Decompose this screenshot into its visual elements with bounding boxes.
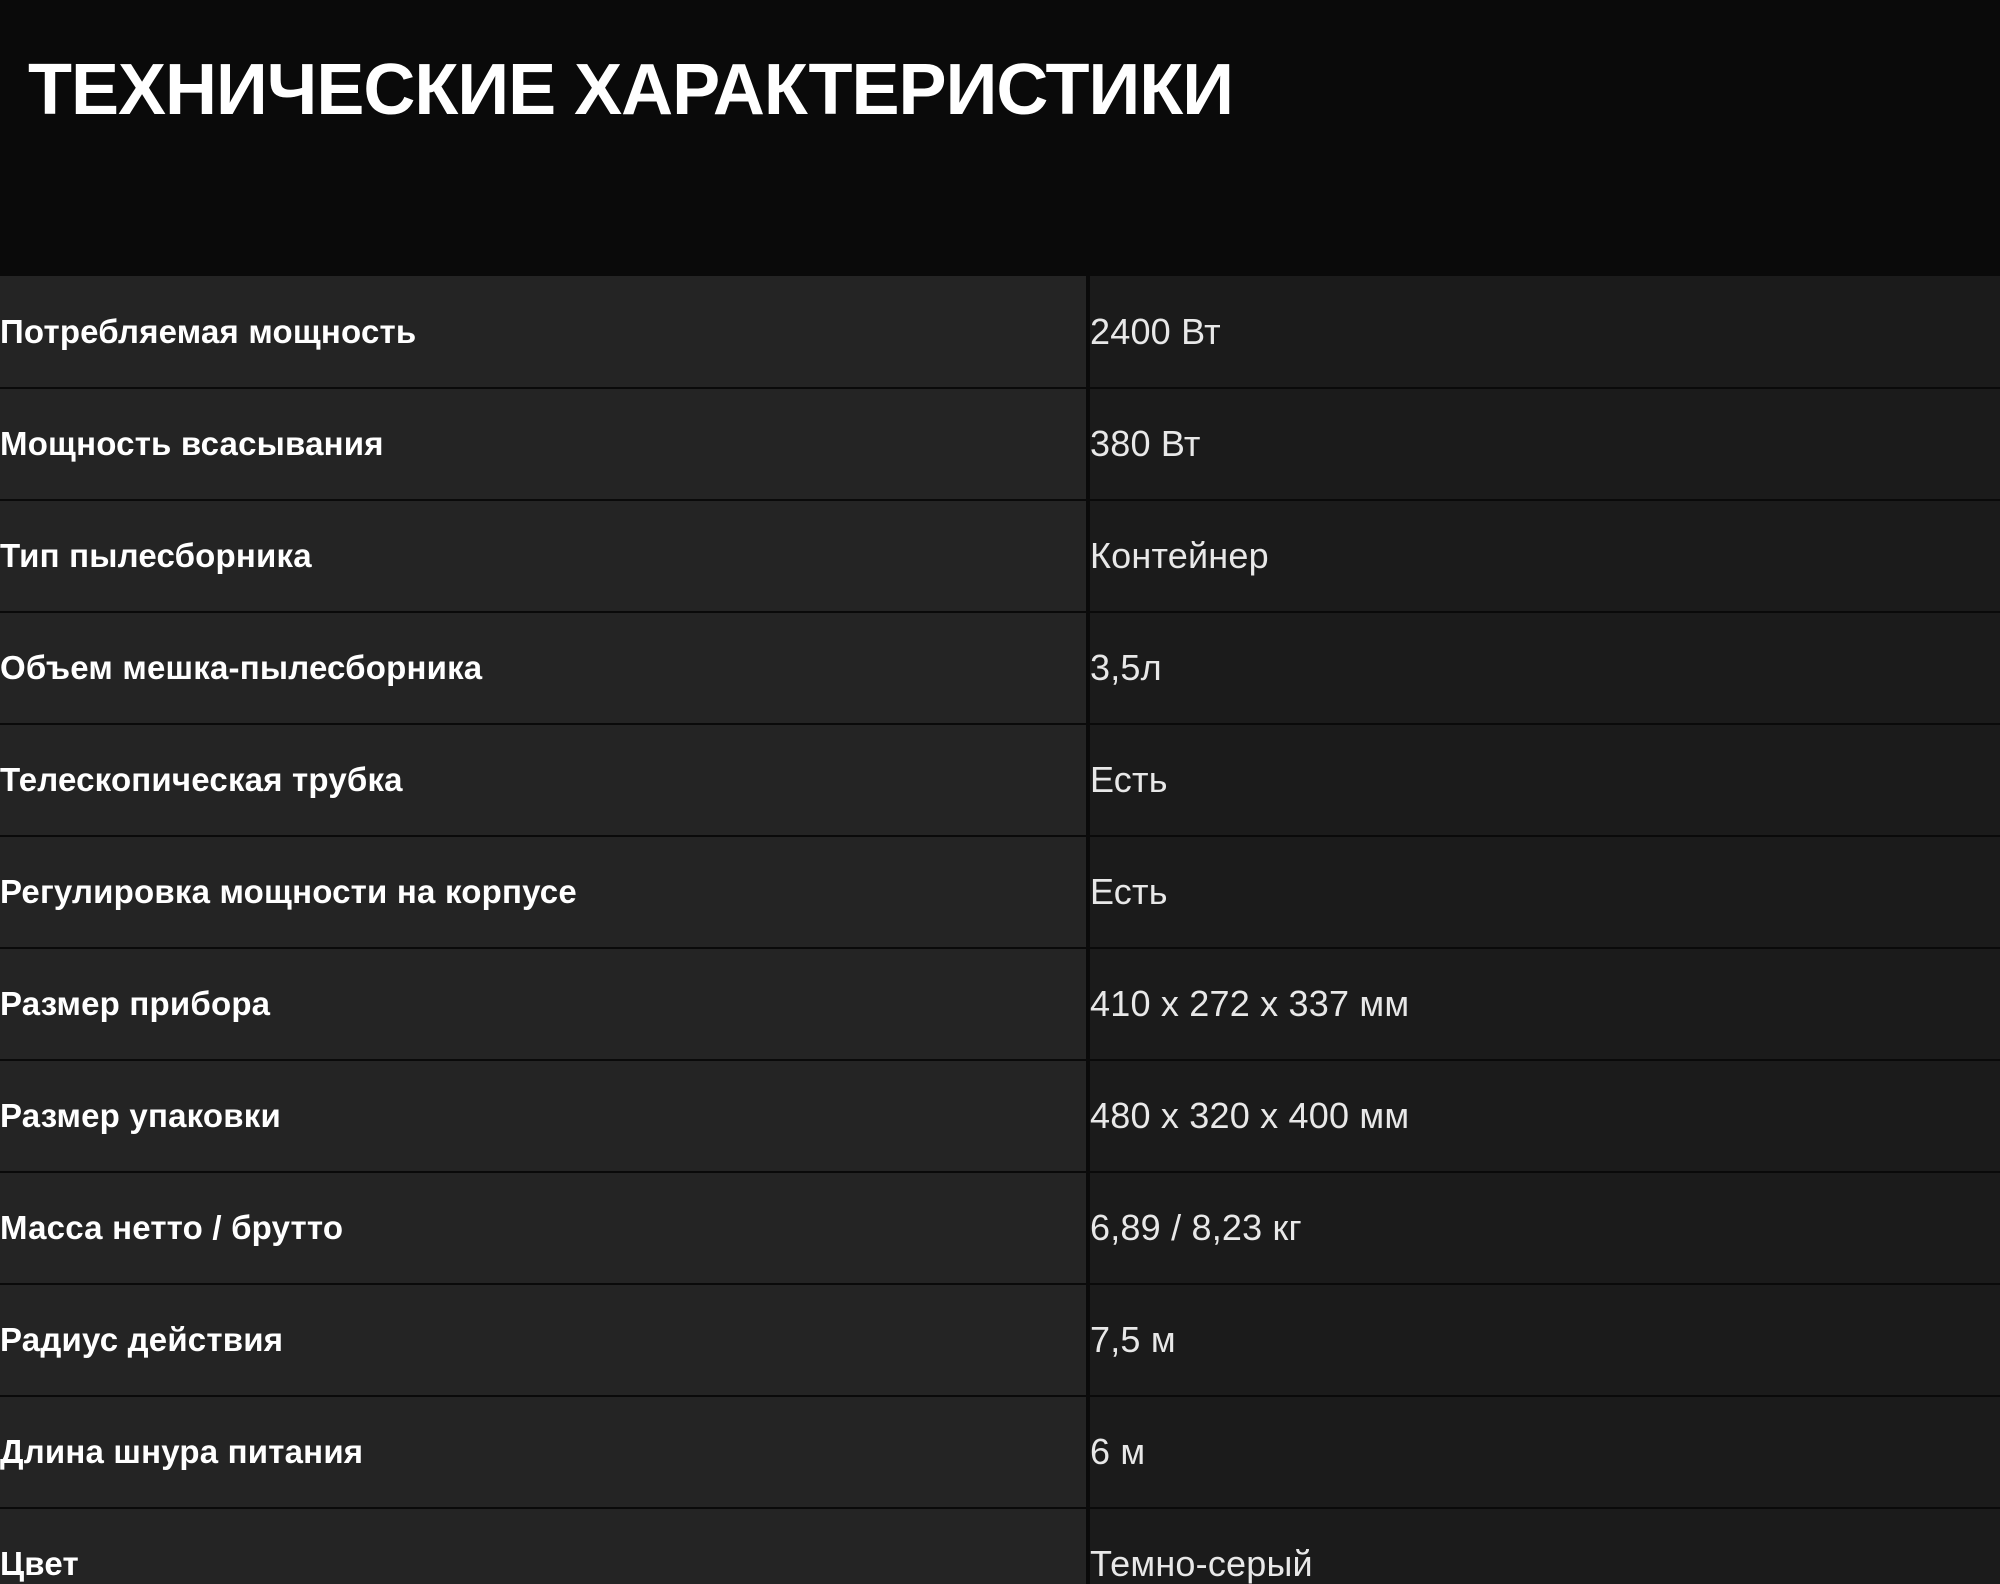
spec-value-cell: 3,5л: [1088, 612, 2000, 724]
spec-value-cell: 6 м: [1088, 1396, 2000, 1508]
spec-value-cell: Есть: [1088, 724, 2000, 836]
table-row: [0, 276, 2000, 388]
spec-value-cell: 380 Вт: [1088, 388, 2000, 500]
specifications-table-body: [0, 276, 2000, 1584]
table-row: [0, 1508, 2000, 1584]
spec-value-cell: Темно-серый: [1088, 1508, 2000, 1584]
spec-sheet-page: [0, 48, 2000, 1584]
table-row: [0, 724, 2000, 836]
spec-value-cell: 6,89 / 8,23 кг: [1088, 1172, 2000, 1284]
spec-label-cell: Размер упаковки: [0, 1060, 1088, 1172]
spec-value-cell: 7,5 м: [1088, 1284, 2000, 1396]
spec-value-cell: 2400 Вт: [1088, 276, 2000, 388]
spec-value-cell: 480 x 320 x 400 мм: [1088, 1060, 2000, 1172]
spec-label-cell: Регулировка мощности на корпусе: [0, 836, 1088, 948]
spec-label-cell: Радиус действия: [0, 1284, 1088, 1396]
table-row: [0, 1172, 2000, 1284]
spec-value-cell: Есть: [1088, 836, 2000, 948]
spec-label-cell: Размер прибора: [0, 948, 1088, 1060]
table-row: [0, 1284, 2000, 1396]
spec-label-cell: Масса нетто / брутто: [0, 1172, 1088, 1284]
specifications-table: [0, 276, 2000, 1584]
table-row: [0, 948, 2000, 1060]
table-row: [0, 836, 2000, 948]
table-row: [0, 500, 2000, 612]
spec-label-cell: Цвет: [0, 1508, 1088, 1584]
table-row: [0, 1396, 2000, 1508]
spec-value-cell: Контейнер: [1088, 500, 2000, 612]
spec-value-cell: 410 x 272 x 337 мм: [1088, 948, 2000, 1060]
spec-label-cell: Потребляемая мощность: [0, 276, 1088, 388]
spec-label-cell: Мощность всасывания: [0, 388, 1088, 500]
spec-label-cell: Тип пылесборника: [0, 500, 1088, 612]
spec-label-cell: Телескопическая трубка: [0, 724, 1088, 836]
table-row: [0, 612, 2000, 724]
table-row: [0, 1060, 2000, 1172]
spec-label-cell: Объем мешка-пылесборника: [0, 612, 1088, 724]
page-title: ТЕХНИЧЕСКИЕ ХАРАКТЕРИСТИКИ: [28, 50, 1233, 131]
table-row: [0, 388, 2000, 500]
spec-label-cell: Длина шнура питания: [0, 1396, 1088, 1508]
